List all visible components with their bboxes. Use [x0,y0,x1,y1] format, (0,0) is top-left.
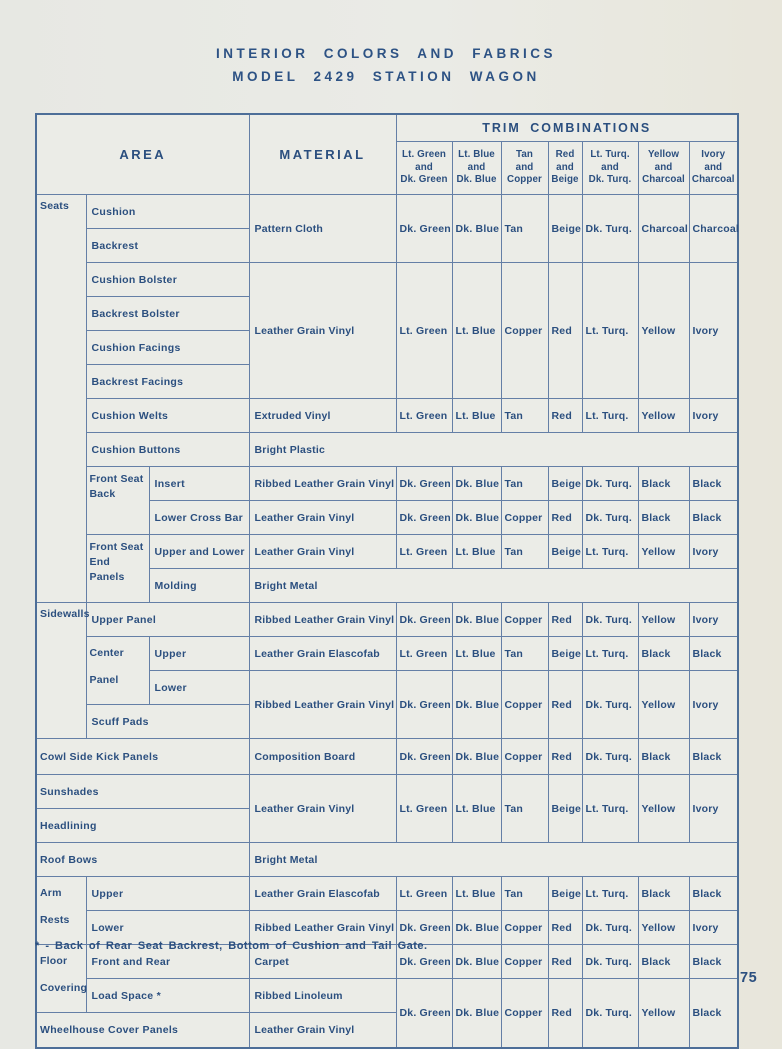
table-row [36,433,738,467]
trim-value-cell: Black [689,739,738,775]
area-group-cell: Seats [36,195,86,603]
material-cell: Leather Grain Vinyl [249,501,396,535]
trim-value-cell: Tan [501,467,548,501]
area-cell: Lower [86,911,249,945]
trim-value-cell: Yellow [638,399,689,433]
trim-value-cell: Beige [548,637,582,671]
trim-value-cell: Yellow [638,911,689,945]
area-cell: Backrest [86,229,249,263]
trim-value-cell: Lt. Green [396,877,452,911]
area-cell: Molding [149,569,249,603]
trim-value-cell: Copper [501,263,548,399]
page-title-line2: MODEL 2429 STATION WAGON [232,69,540,84]
trim-column-header-line: and [704,161,723,173]
area-cell: Cushion Buttons [86,433,249,467]
trim-value-cell: Lt. Turq. [582,637,638,671]
trim-column-header-line: Dk. Blue [456,174,497,186]
material-cell: Leather Grain Vinyl [249,535,396,569]
area-cell: Front and Rear [86,945,249,979]
trim-value-cell: Dk. Blue [452,467,501,501]
material-cell: Leather Grain Vinyl [249,1013,396,1048]
trim-value-cell: Lt. Blue [452,263,501,399]
trim-column-header-line: Charcoal [642,174,685,186]
trim-combinations-header: TRIM COMBINATIONS [396,114,738,142]
trim-value-cell: Beige [548,775,582,843]
material-cell: Leather Grain Elascofab [249,877,396,911]
material-cell: Carpet [249,945,396,979]
trim-column-header [638,142,689,195]
material-cell: Ribbed Leather Grain Vinyl [249,467,396,501]
trim-value-cell: Dk. Turq. [582,501,638,535]
trim-value-cell: Lt. Turq. [582,399,638,433]
trim-column-header-line: Red [555,149,575,161]
trim-value-cell: Red [548,671,582,739]
trim-value-cell: Tan [501,535,548,569]
area-cell: Upper Panel [86,603,249,637]
trim-value-cell: Lt. Blue [452,535,501,569]
table-row [36,877,738,911]
material-cell: Leather Grain Elascofab [249,637,396,671]
area-subgroup-cell: Center Panel [86,637,149,705]
table-row [36,263,738,297]
trim-value-cell: Lt. Turq. [582,877,638,911]
trim-column-header-line: and [654,161,673,173]
material-cell: Pattern Cloth [249,195,396,263]
trim-value-cell: Dk. Turq. [582,603,638,637]
trim-column-header-line: Tan [516,149,533,161]
trim-column-header [501,142,548,195]
area-cell: Scuff Pads [86,705,249,739]
table-row [36,603,738,637]
trim-value-cell: Dk. Turq. [582,979,638,1048]
trim-value-cell: Lt. Green [396,399,452,433]
trim-value-cell: Yellow [638,263,689,399]
area-cell: Cushion Welts [86,399,249,433]
trim-value-cell: Black [689,945,738,979]
page-number: 75 [740,970,758,986]
trim-value-cell: Copper [501,979,548,1048]
trim-value-cell: Black [638,945,689,979]
trim-value-cell: Lt. Turq. [582,263,638,399]
area-cell: Insert [149,467,249,501]
trim-combinations-table [35,113,739,1049]
material-cell: Composition Board [249,739,396,775]
trim-value-cell: Dk. Green [396,195,452,263]
trim-value-cell: Lt. Turq. [582,775,638,843]
table-row [36,979,738,1013]
trim-value-cell: Dk. Turq. [582,739,638,775]
trim-value-cell: Red [548,399,582,433]
trim-value-cell: Black [638,467,689,501]
material-cell: Bright Metal [249,843,738,877]
trim-value-cell: Yellow [638,775,689,843]
table-row [36,399,738,433]
trim-value-cell: Red [548,945,582,979]
table-row [36,843,738,877]
trim-value-cell: Ivory [689,603,738,637]
table-row [36,467,738,501]
material-column-header: MATERIAL [249,114,396,195]
trim-value-cell: Lt. Green [396,637,452,671]
area-cell: Wheelhouse Cover Panels [36,1013,249,1048]
trim-value-cell: Red [548,911,582,945]
trim-value-cell: Dk. Green [396,501,452,535]
trim-column-header-line: Dk. Green [400,174,448,186]
area-cell: Lower [149,671,249,705]
trim-value-cell: Black [638,877,689,911]
trim-value-cell: Ivory [689,911,738,945]
trim-column-header-line: and [467,161,486,173]
trim-value-cell: Dk. Turq. [582,195,638,263]
trim-value-cell: Copper [501,739,548,775]
trim-column-header-line: Dk. Turq. [588,174,632,186]
trim-value-cell: Tan [501,637,548,671]
trim-value-cell: Dk. Turq. [582,671,638,739]
trim-value-cell: Black [689,467,738,501]
trim-value-cell: Yellow [638,671,689,739]
trim-value-cell: Dk. Blue [452,911,501,945]
area-cell: Backrest Facings [86,365,249,399]
material-cell: Ribbed Leather Grain Vinyl [249,603,396,637]
area-cell: Upper [86,877,249,911]
trim-column-header-line: Lt. Green [402,149,446,161]
area-group-cell: Sidewalls [36,603,86,739]
trim-value-cell: Red [548,501,582,535]
trim-value-cell: Black [689,979,738,1048]
trim-value-cell: Dk. Blue [452,739,501,775]
material-cell: Ribbed Leather Grain Vinyl [249,671,396,739]
trim-column-header-line: and [556,161,574,173]
trim-column-header-line: and [601,161,619,173]
trim-column-header [452,142,501,195]
trim-value-cell: Lt. Green [396,263,452,399]
area-cell: Lower Cross Bar [149,501,249,535]
trim-value-cell: Dk. Green [396,739,452,775]
trim-value-cell: Dk. Blue [452,979,501,1048]
trim-value-cell: Beige [548,535,582,569]
trim-value-cell: Black [689,877,738,911]
trim-value-cell: Yellow [638,979,689,1048]
material-cell: Leather Grain Vinyl [249,775,396,843]
material-cell: Extruded Vinyl [249,399,396,433]
table-row [36,535,738,569]
trim-value-cell: Ivory [689,263,738,399]
trim-value-cell: Copper [501,603,548,637]
page-title-line1: INTERIOR COLORS AND FABRICS [215,46,556,61]
trim-value-cell: Charcoal [689,195,738,263]
area-cell: Sunshades [36,775,249,809]
trim-value-cell: Copper [501,945,548,979]
header-row-1 [36,114,738,142]
trim-value-cell: Lt. Blue [452,775,501,843]
trim-value-cell: Dk. Green [396,671,452,739]
trim-value-cell: Copper [501,911,548,945]
area-cell: Backrest Bolster [86,297,249,331]
footnote: * - Back of Rear Seat Backrest, Bottom of Cushion and Tail Gate. [35,940,428,952]
area-cell: Headlining [36,809,249,843]
trim-column-header-line: and [415,161,433,173]
trim-value-cell: Black [638,739,689,775]
trim-value-cell: Black [638,637,689,671]
trim-value-cell: Red [548,739,582,775]
trim-column-header-line: Yellow [647,149,680,161]
trim-value-cell: Red [548,263,582,399]
trim-column-header [396,142,452,195]
trim-value-cell: Dk. Blue [452,195,501,263]
trim-value-cell: Yellow [638,603,689,637]
area-group-cell: Arm Rests [36,877,86,945]
trim-value-cell: Red [548,979,582,1048]
trim-value-cell: Ivory [689,399,738,433]
trim-value-cell: Dk. Blue [452,501,501,535]
material-cell: Ribbed Linoleum [249,979,396,1013]
trim-value-cell: Lt. Turq. [582,535,638,569]
trim-column-header-line: Copper [507,174,542,186]
trim-value-cell: Dk. Blue [452,603,501,637]
table-row [36,637,738,671]
trim-value-cell: Dk. Blue [452,945,501,979]
trim-column-header-line: Charcoal [691,174,735,186]
material-cell: Bright Plastic [249,433,738,467]
trim-column-header [548,142,582,195]
trim-column-header-line: Ivory [701,149,726,161]
trim-value-cell: Black [689,501,738,535]
trim-value-cell: Lt. Blue [452,399,501,433]
area-cell: Load Space * [86,979,249,1013]
trim-column-header-line: Beige [551,174,579,186]
trim-value-cell: Copper [501,501,548,535]
area-group-cell: Floor Covering [36,945,86,1013]
trim-value-cell: Dk. Green [396,603,452,637]
trim-value-cell: Tan [501,399,548,433]
trim-value-cell: Lt. Green [396,535,452,569]
table-row [36,775,738,809]
area-column-header: AREA [36,114,249,195]
page-title [35,42,737,88]
trim-value-cell: Beige [548,467,582,501]
area-cell: Cowl Side Kick Panels [36,739,249,775]
trim-value-cell: Dk. Green [396,945,452,979]
area-subgroup-cell: Front Seat Back [86,467,149,535]
trim-value-cell: Black [689,637,738,671]
trim-value-cell: Ivory [689,671,738,739]
trim-value-cell: Yellow [638,535,689,569]
material-cell: Leather Grain Vinyl [249,263,396,399]
trim-value-cell: Beige [548,877,582,911]
trim-value-cell: Dk. Green [396,979,452,1048]
trim-value-cell: Dk. Green [396,467,452,501]
trim-value-cell: Dk. Turq. [582,467,638,501]
trim-value-cell: Dk. Green [396,911,452,945]
trim-value-cell: Red [548,603,582,637]
table-row [36,739,738,775]
trim-value-cell: Dk. Blue [452,671,501,739]
trim-value-cell: Charcoal [638,195,689,263]
area-cell: Cushion [86,195,249,229]
trim-value-cell: Lt. Green [396,775,452,843]
area-subgroup-cell: Front Seat End Panels [86,535,149,603]
trim-value-cell: Dk. Turq. [582,911,638,945]
table-row [36,195,738,229]
trim-value-cell: Dk. Turq. [582,945,638,979]
trim-column-header-line: and [515,161,534,173]
trim-value-cell: Lt. Blue [452,877,501,911]
trim-value-cell: Black [638,501,689,535]
trim-value-cell: Tan [501,195,548,263]
trim-value-cell: Lt. Blue [452,637,501,671]
area-cell: Roof Bows [36,843,249,877]
trim-value-cell: Ivory [689,775,738,843]
material-cell: Bright Metal [249,569,738,603]
trim-column-header-line: Lt. Turq. [590,149,630,161]
area-cell: Cushion Facings [86,331,249,365]
trim-column-header-line: Lt. Blue [458,149,495,161]
trim-column-header [582,142,638,195]
trim-value-cell: Tan [501,877,548,911]
trim-value-cell: Tan [501,775,548,843]
area-cell: Upper [149,637,249,671]
trim-value-cell: Copper [501,671,548,739]
material-cell: Ribbed Leather Grain Vinyl [249,911,396,945]
trim-column-header [689,142,738,195]
area-cell: Upper and Lower [149,535,249,569]
trim-value-cell: Ivory [689,535,738,569]
area-cell: Cushion Bolster [86,263,249,297]
trim-value-cell: Beige [548,195,582,263]
